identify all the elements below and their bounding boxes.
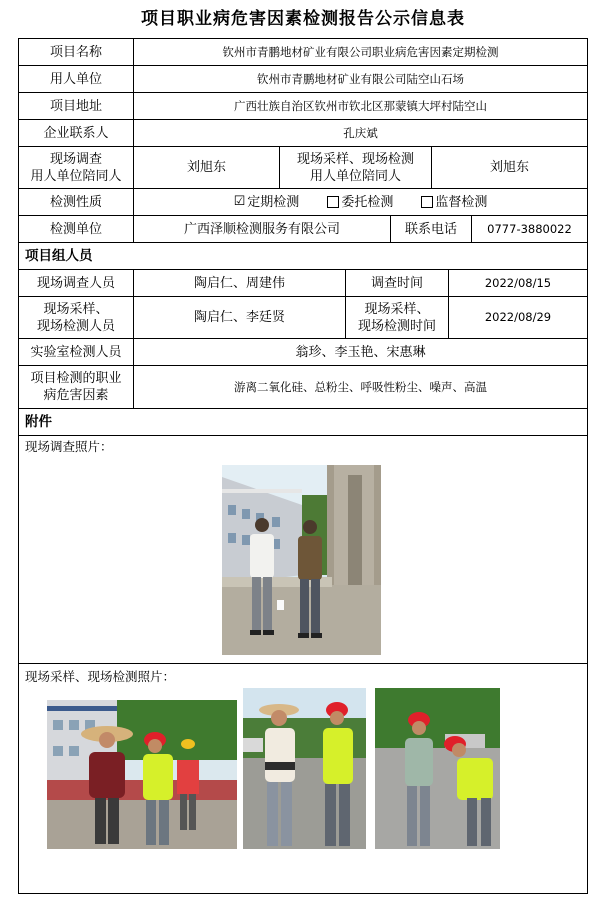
sampling-photo-2 (243, 688, 366, 849)
nature-option-label: 委托检测 (341, 194, 394, 210)
survey-time-value: 2022/08/15 (484, 275, 552, 290)
sampling-time-value: 2022/08/29 (484, 310, 552, 324)
phone-label: 联系电话 (404, 221, 457, 237)
attachment-section-heading: 附件 (25, 413, 52, 430)
contact-value: 孔庆斌 (343, 125, 378, 140)
sampling-photo-1 (47, 700, 237, 849)
nature-options (134, 189, 587, 215)
survey-photos-label: 现场调查照片： (25, 438, 113, 454)
survey-time-label: 调查时间 (370, 275, 423, 291)
phone-value: 0777-3880022 (487, 221, 572, 236)
sampling-time-label (346, 297, 448, 338)
sampling-escort-label (280, 147, 431, 188)
employer-label: 用人单位 (49, 71, 102, 87)
nature-option-periodic[interactable] (234, 194, 300, 211)
sampling-escort-label-line2: 用人单位陪同人 (309, 168, 401, 184)
sampling-time-label-line1: 现场采样、 (364, 301, 430, 317)
nature-option-label: 监督检测 (435, 194, 488, 210)
hazards-label-line2: 病危害因素 (43, 388, 109, 403)
surveyors-label: 现场调查人员 (36, 275, 115, 291)
survey-photo (222, 465, 381, 655)
address-value: 广西壮族自治区钦州市钦北区那蒙镇大坪村陆空山 (234, 98, 487, 113)
samplers-label (19, 297, 133, 338)
survey-escort-label-line2: 用人单位陪同人 (30, 168, 122, 184)
survey-escort-value: 刘旭东 (186, 160, 226, 175)
hazards-label (19, 366, 133, 408)
survey-escort-label (19, 147, 133, 188)
samplers-label-line1: 现场采样、 (43, 301, 109, 317)
survey-escort-label-line1: 现场调查 (49, 151, 102, 167)
page-title: 项目职业病危害因素检测报告公示信息表 (141, 9, 465, 29)
address-label: 项目地址 (49, 98, 102, 114)
org-value: 广西泽顺检测服务有限公司 (183, 221, 340, 237)
lab-value: 翁珍、李玉艳、宋惠琳 (295, 344, 426, 360)
project-name-label: 项目名称 (49, 44, 102, 60)
samplers-value: 陶启仁、李廷贤 (193, 310, 285, 325)
sampling-escort-label-line1: 现场采样、现场检测 (296, 151, 414, 167)
lab-label: 实验室检测人员 (30, 344, 122, 360)
team-section-heading: 项目组人员 (25, 247, 93, 264)
checkbox-icon (421, 196, 433, 208)
sampling-escort-value: 刘旭东 (489, 160, 529, 175)
nature-option-entrusted[interactable] (327, 194, 393, 211)
sampling-photo-3 (375, 688, 500, 849)
checkbox-icon (327, 196, 339, 208)
nature-label: 检测性质 (49, 194, 102, 210)
samplers-label-line2: 现场检测人员 (36, 318, 115, 334)
hazards-value: 游离二氧化硅、总粉尘、呼吸性粉尘、噪声、高温 (234, 379, 487, 394)
employer-value: 钦州市青鹏地材矿业有限公司陆空山石场 (257, 71, 464, 86)
sampling-photos-label: 现场采样、现场检测照片： (25, 668, 176, 684)
org-label: 检测单位 (49, 221, 102, 237)
hazards-label-line1: 项目检测的职业 (30, 371, 122, 386)
surveyors-value: 陶启仁、周建伟 (193, 275, 285, 291)
project-name-value: 钦州市青鹏地材矿业有限公司职业病危害因素定期检测 (222, 44, 499, 59)
nature-option-supervisory[interactable] (421, 194, 487, 211)
checkbox-checked-icon: ☑ (233, 194, 246, 209)
sampling-time-label-line2: 现场检测时间 (357, 318, 436, 334)
nature-option-label: 定期检测 (247, 194, 300, 210)
contact-label: 企业联系人 (43, 125, 109, 141)
